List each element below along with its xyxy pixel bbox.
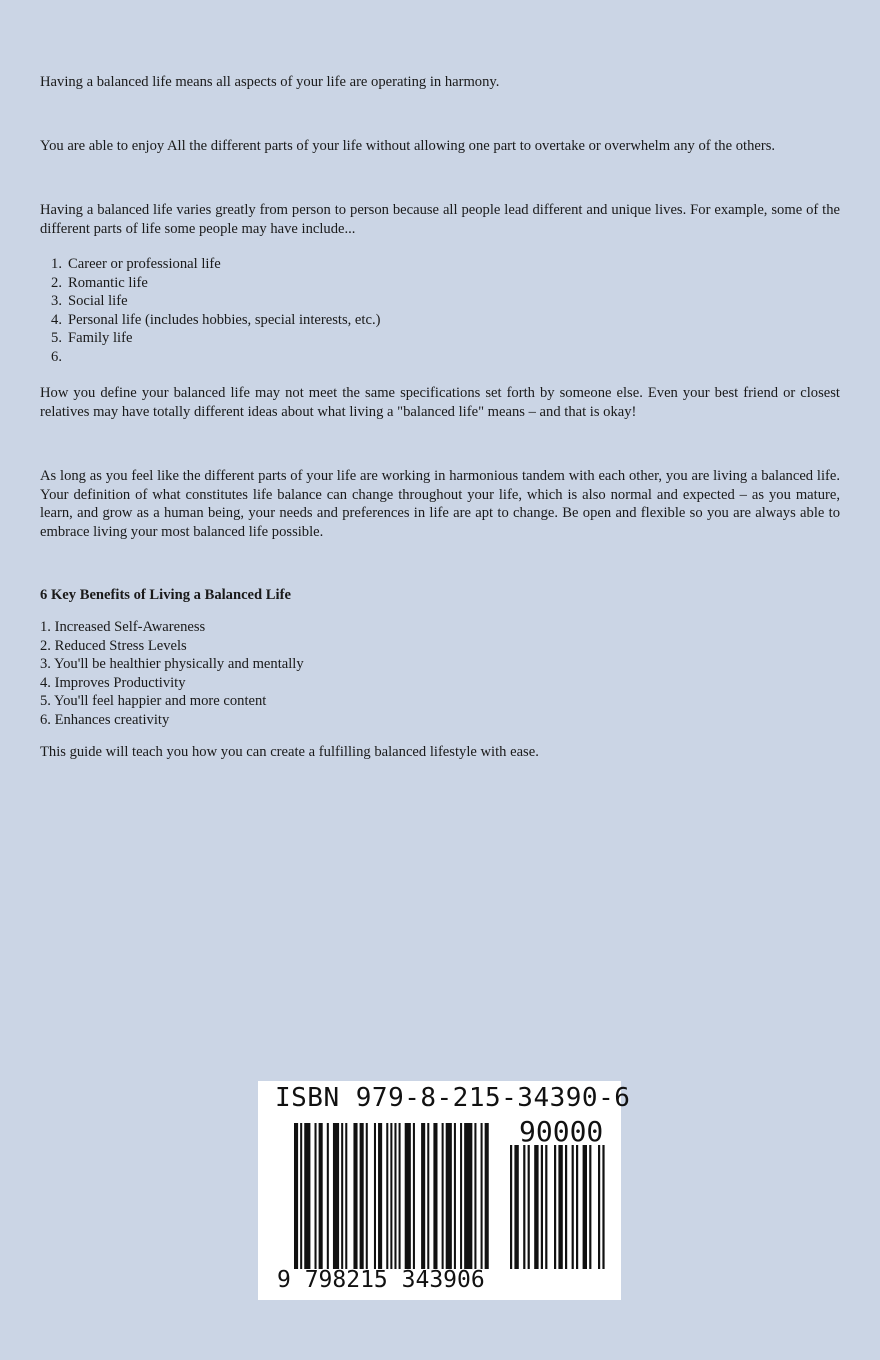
list-item: 2. Reduced Stress Levels — [40, 637, 187, 654]
addon-number: 90000 — [519, 1115, 604, 1148]
barcode-bar — [374, 1123, 376, 1269]
barcode-bar — [345, 1123, 347, 1269]
list-item: 5. Family life — [51, 330, 133, 347]
barcode-addon-bar — [514, 1145, 518, 1269]
barcode-addon-bar — [572, 1145, 574, 1269]
intro-paragraph: Having a balanced life means all aspects of your life are operating in harmony. — [40, 74, 500, 90]
barcode-bar — [460, 1123, 462, 1269]
list-item: 4. Improves Productivity — [40, 674, 186, 691]
barcode-bar — [304, 1123, 310, 1269]
isbn-barcode — [258, 1081, 631, 1300]
barcode-bar — [394, 1123, 396, 1269]
barcode-bar — [427, 1123, 429, 1269]
barcode-bar — [327, 1123, 329, 1269]
barcode-bar — [481, 1123, 483, 1269]
barcode-bar — [319, 1123, 323, 1269]
barcode-bar — [294, 1123, 298, 1269]
barcode-bar — [333, 1123, 339, 1269]
barcode-addon-bar — [528, 1145, 530, 1269]
barcode-bar — [464, 1123, 472, 1269]
barcode-bar — [360, 1123, 364, 1269]
list-item: 3. Social life — [51, 293, 128, 310]
varies-paragraph: Having a balanced life varies greatly from person to person because all people lead different and unique lives. For example, some of the different parts of life some people may have include... — [40, 202, 840, 237]
list-item: 1. Career or professional life — [51, 256, 221, 272]
list-item: 4. Personal life (includes hobbies, special interests, etc.) — [51, 311, 381, 328]
list-item: 6. Enhances creativity — [40, 711, 170, 728]
barcode-bar — [386, 1123, 388, 1269]
barcode-addon-bar — [523, 1145, 525, 1269]
barcode-bar — [474, 1123, 476, 1269]
barcode-bar — [421, 1123, 425, 1269]
barcode-digits: 9 798215 343906 — [277, 1267, 485, 1293]
list-item: 2. Romantic life — [51, 274, 148, 291]
barcode-addon-bar — [602, 1145, 604, 1269]
barcode-addon-bar — [510, 1145, 512, 1269]
isbn-label: ISBN 979-8-215-34390-6 — [275, 1083, 631, 1113]
barcode-addon-bar — [598, 1145, 600, 1269]
barcode-bar — [405, 1123, 411, 1269]
barcode-bar — [315, 1123, 317, 1269]
barcode-addon-bar — [558, 1145, 562, 1269]
list-item: 3. You'll be healthier physically and mentally — [40, 656, 304, 673]
benefits-heading: 6 Key Benefits of Living a Balanced Life — [40, 587, 291, 603]
barcode-bar — [442, 1123, 444, 1269]
barcode-bar — [378, 1123, 382, 1269]
barcode-bar — [353, 1123, 357, 1269]
barcode-addon-bar — [541, 1145, 543, 1269]
barcode-addon-bar — [565, 1145, 567, 1269]
barcode-bar — [300, 1123, 302, 1269]
list-item: 5. You'll feel happier and more content — [40, 693, 267, 710]
barcode-bar — [366, 1123, 368, 1269]
barcode-bar — [446, 1123, 452, 1269]
barcode-addon-bar — [576, 1145, 578, 1269]
barcode-addon-bar — [554, 1145, 556, 1269]
guide-paragraph: This guide will teach you how you can create a fulfilling balanced lifestyle with ease. — [40, 744, 539, 760]
barcode-addon-bar — [589, 1145, 591, 1269]
barcode-bar — [413, 1123, 415, 1269]
list-item: 6. — [51, 348, 62, 365]
life-parts-list — [40, 255, 380, 367]
benefits-list — [40, 618, 304, 730]
barcode-addon-bar — [545, 1145, 547, 1269]
barcode-bar — [485, 1123, 489, 1269]
barcode-bar — [433, 1123, 437, 1269]
define-paragraph: How you define your balanced life may not meet the same specifications set forth by someone else. Even your best friend or closest relatives may have totally different ideas about what living a "balanced life" means – and that is okay! — [40, 385, 840, 420]
barcode-bar — [399, 1123, 401, 1269]
barcode-bar — [390, 1123, 392, 1269]
barcode-bar — [454, 1123, 456, 1269]
enjoy-paragraph: You are able to enjoy All the different parts of your life without allowing one part to overtake or overwhelm any of the others. — [40, 138, 776, 154]
barcode-bar — [341, 1123, 343, 1269]
barcode-addon-bar — [534, 1145, 538, 1269]
barcode-addon-bar — [583, 1145, 587, 1269]
tandem-paragraph: As long as you feel like the different parts of your life are working in harmonious tandem with each other, you are living a balanced life. Your definition of what constitutes life balance can change throughout your life, which is also normal and expected – as you mature, learn, and grow as a human being, your needs and preferences in life are apt to change. Be open and flexible so you are always able to embrace living your most balanced life possible. — [40, 468, 840, 540]
list-item: 1. Increased Self-Awareness — [40, 619, 206, 635]
